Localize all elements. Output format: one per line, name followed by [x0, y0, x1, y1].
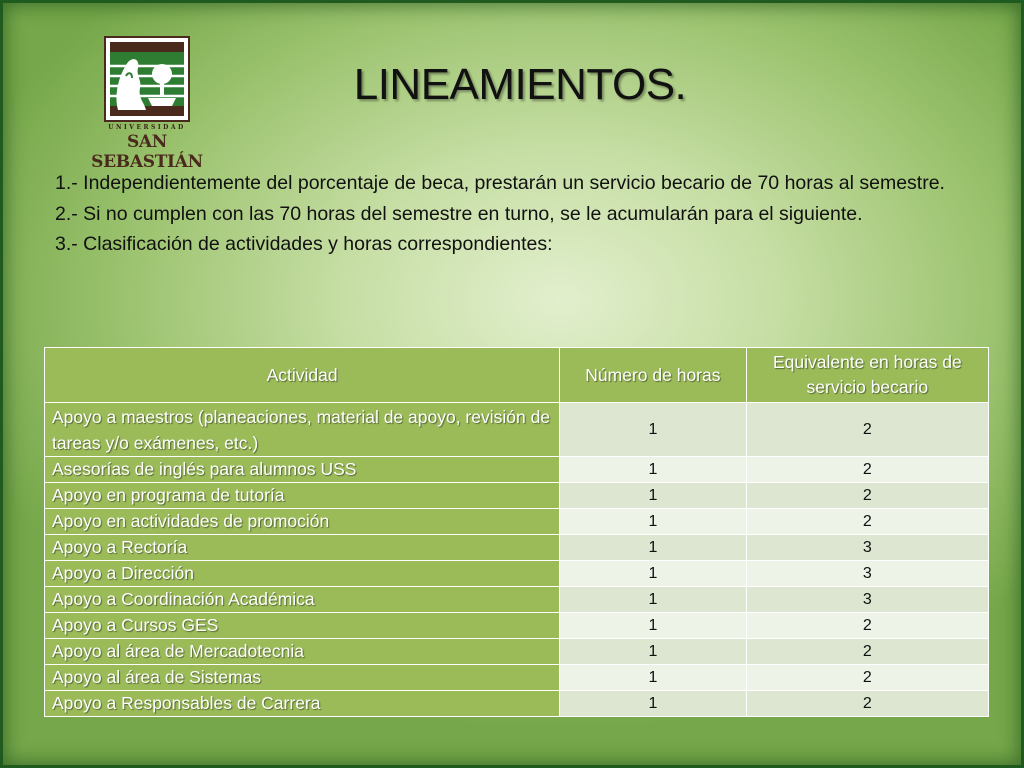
cell-equivalente: 3 — [746, 535, 988, 561]
cell-horas: 1 — [560, 561, 746, 587]
cell-horas: 1 — [560, 457, 746, 483]
cell-actividad: Apoyo a Responsables de Carrera — [45, 691, 560, 717]
table-row — [45, 613, 989, 639]
activities-table — [44, 347, 989, 717]
table-row — [45, 587, 989, 613]
cell-equivalente: 2 — [746, 665, 988, 691]
table-row — [45, 639, 989, 665]
cell-equivalente: 3 — [746, 561, 988, 587]
cell-equivalente: 2 — [746, 457, 988, 483]
guideline-2: 2.- Si no cumplen con las 70 horas del semestre en turno, se le acumularán para el siguiente. — [55, 202, 863, 225]
table-header-row — [45, 348, 989, 403]
cell-actividad: Apoyo a Coordinación Académica — [45, 587, 560, 613]
guidelines-text — [55, 168, 955, 260]
header-numero-horas: Número de horas — [560, 348, 746, 403]
university-crest-icon — [104, 36, 190, 124]
cell-horas: 1 — [560, 535, 746, 561]
cell-actividad: Apoyo al área de Sistemas — [45, 665, 560, 691]
table-row — [45, 509, 989, 535]
table-row — [45, 457, 989, 483]
cell-actividad: Asesorías de inglés para alumnos USS — [45, 457, 560, 483]
table-row — [45, 535, 989, 561]
cell-horas: 1 — [560, 665, 746, 691]
cell-horas: 1 — [560, 509, 746, 535]
cell-actividad: Apoyo a Cursos GES — [45, 613, 560, 639]
cell-equivalente: 3 — [746, 587, 988, 613]
cell-equivalente: 2 — [746, 691, 988, 717]
cell-actividad: Apoyo a Rectoría — [45, 535, 560, 561]
cell-horas: 1 — [560, 483, 746, 509]
cell-actividad: Apoyo a Dirección — [45, 561, 560, 587]
logo-small-text: UNIVERSIDAD — [108, 124, 186, 131]
cell-horas: 1 — [560, 613, 746, 639]
guideline-1: 1.- Independientemente del porcentaje de beca, prestarán un servicio becario de 70 horas al semestre. — [55, 172, 945, 194]
cell-actividad: Apoyo en programa de tutoría — [45, 483, 560, 509]
table-row — [45, 403, 989, 457]
cell-horas: 1 — [560, 587, 746, 613]
header-actividad: Actividad — [45, 348, 560, 403]
cell-equivalente: 2 — [746, 639, 988, 665]
page-title: LINEAMIENTOS. — [353, 60, 687, 109]
cell-horas: 1 — [560, 691, 746, 717]
cell-equivalente: 2 — [746, 613, 988, 639]
table-row — [45, 483, 989, 509]
table-row — [45, 665, 989, 691]
cell-horas: 1 — [560, 403, 746, 457]
table-row — [45, 691, 989, 717]
logo-name: SAN SEBASTIÁN — [91, 132, 203, 172]
header-equivalente: Equivalente en horas de servicio becario — [746, 348, 988, 403]
cell-actividad: Apoyo al área de Mercadotecnia — [45, 639, 560, 665]
cell-equivalente: 2 — [746, 483, 988, 509]
cell-equivalente: 2 — [746, 509, 988, 535]
university-logo — [74, 34, 220, 172]
cell-equivalente: 2 — [746, 403, 988, 457]
cell-horas: 1 — [560, 639, 746, 665]
guideline-3: 3.- Clasificación de actividades y horas correspondientes: — [55, 233, 553, 255]
table-row — [45, 561, 989, 587]
cell-actividad: Apoyo a maestros (planeaciones, material de apoyo, revisión de tareas y/o exámenes, etc.) — [45, 403, 560, 457]
cell-actividad: Apoyo en actividades de promoción — [45, 509, 560, 535]
